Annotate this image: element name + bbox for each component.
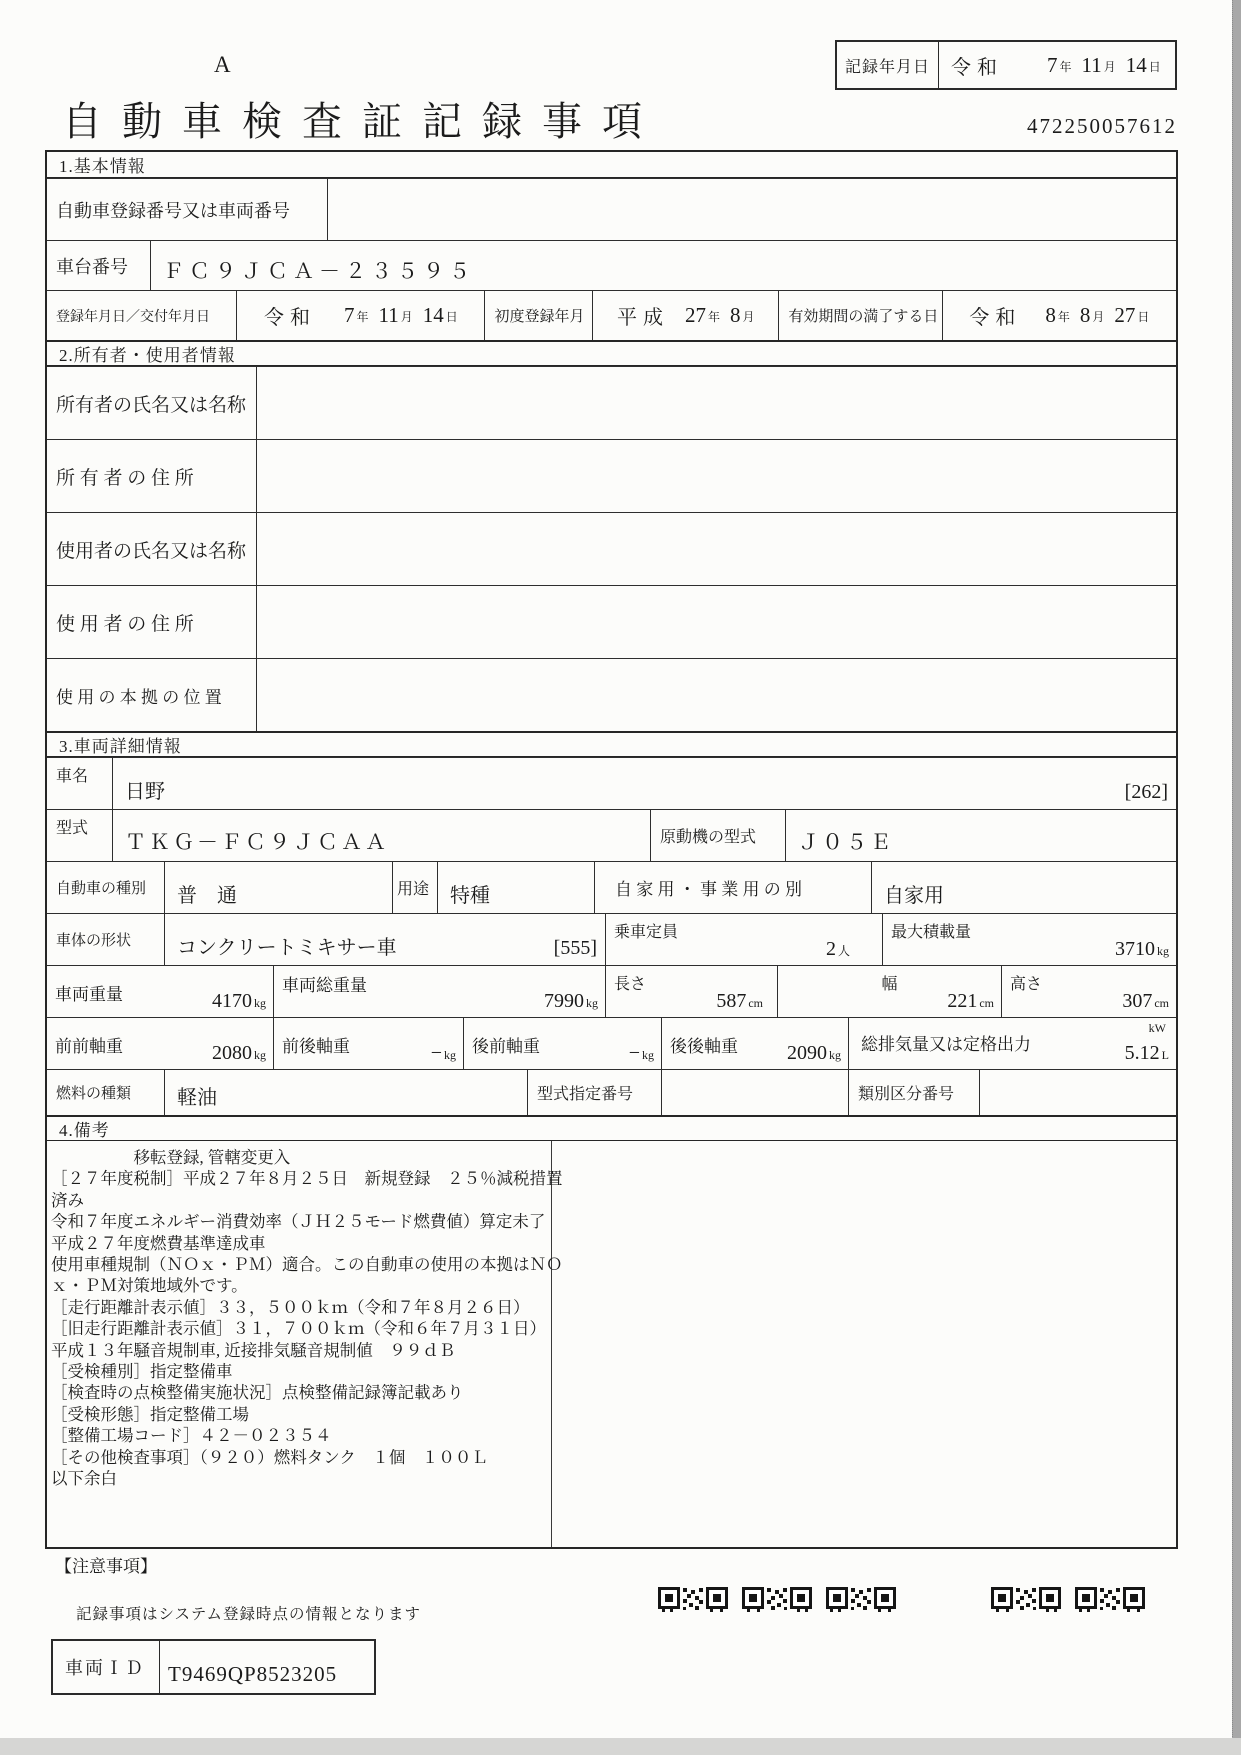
certificate-table xyxy=(45,150,1178,1549)
row-weights-dimensions xyxy=(47,965,1176,1017)
front-front-axle-value: 2080 kg xyxy=(212,1042,266,1064)
vehicle-name-label: 車名 xyxy=(47,758,113,809)
model-label: 型式 xyxy=(47,810,113,861)
max-payload-label: 最大積載量 xyxy=(891,924,972,941)
model-value: ＴＫＧ－ＦＣ９ＪＣＡＡ xyxy=(113,810,651,861)
qr-code-row xyxy=(0,1584,1241,1614)
row-owner-address xyxy=(47,439,1176,512)
rear-front-axle-cell xyxy=(464,1018,662,1069)
row-axle-weights xyxy=(47,1017,1176,1069)
remarks-line: ［２７年度税制］平成２７年８月２５日 新規登録 ２５％減税措置 xyxy=(51,1169,563,1189)
vehicle-weight-label: 車両重量 xyxy=(55,985,123,1004)
gross-weight-cell xyxy=(274,966,606,1017)
rear-rear-axle-value: 2090 kg xyxy=(787,1042,841,1064)
type-approval-value xyxy=(662,1070,849,1115)
vehicle-id-box xyxy=(51,1639,376,1695)
qr-code-group-right xyxy=(990,1584,1146,1612)
remarks-line: 以下余白 xyxy=(51,1469,117,1489)
qr-code-group-left xyxy=(657,1584,897,1612)
owner-address-value xyxy=(257,440,1176,512)
qr-code-icon xyxy=(1074,1584,1146,1612)
row-registration-number xyxy=(47,178,1176,240)
notice-text: 記録事項はシステム登録時点の情報となります xyxy=(76,1606,421,1623)
type-approval-label: 型式指定番号 xyxy=(528,1070,662,1115)
row-fuel-type xyxy=(47,1069,1176,1115)
remarks-line: 平成２７年度燃費基準達成車 xyxy=(51,1233,266,1253)
height-label: 高さ xyxy=(1010,976,1043,993)
row-vehicle-name xyxy=(47,757,1176,809)
max-payload-cell xyxy=(883,914,1176,965)
width-value: 221 cm xyxy=(947,990,994,1012)
expiry-date-value: 令和 8 年 8 月 27 日 xyxy=(969,303,1150,329)
private-business-value: 自家用 xyxy=(884,885,944,907)
private-business-label: 自 家 用 ・ 事 業 用 の 別 xyxy=(595,862,872,913)
use-label: 用途 xyxy=(393,862,438,913)
user-name-label: 使用者の氏名又は名称 xyxy=(47,513,257,585)
row-user-address xyxy=(47,585,1176,658)
front-rear-axle-label: 前後軸重 xyxy=(282,1037,350,1056)
page-corner-mark: A xyxy=(214,52,231,77)
qr-code-icon xyxy=(825,1584,897,1612)
class-number-label: 類別区分番号 xyxy=(849,1070,980,1115)
use-value: 特種 xyxy=(438,862,595,913)
seating-capacity-cell xyxy=(606,914,883,965)
vehicle-name-value xyxy=(113,758,1176,809)
length-value: 587 cm xyxy=(716,990,763,1012)
remarks-line: ［検査時の点検整備実施状況］点検整備記録簿記載あり xyxy=(51,1383,464,1403)
remarks-line: 令和７年度エネルギー消費効率（ＪＨ２５モード燃費値）算定未了 xyxy=(51,1212,546,1232)
row-body-shape xyxy=(47,913,1176,965)
seating-capacity-value: 2 人 xyxy=(825,938,850,960)
registration-date-value: 令和 7 年 11 月 14 日 xyxy=(237,291,485,340)
remarks-line: ［旧走行距離計表示値］３１，７００ｋｍ（令和６年７月３１日） xyxy=(51,1319,546,1339)
body-shape-code: [555] xyxy=(553,937,597,959)
remarks-line: 移転登録, 管轄変更入 xyxy=(51,1148,291,1167)
qr-code-icon xyxy=(657,1584,729,1612)
class-number-value xyxy=(980,1070,1176,1115)
remarks-line: ［走行距離計表示値］３３，５００ｋｍ（令和７年８月２６日） xyxy=(51,1297,530,1317)
base-location-label: 使 用 の 本 拠 の 位 置 xyxy=(47,659,257,731)
first-registration-label: 初度登録年月 xyxy=(485,291,593,340)
rear-front-axle-value: − kg xyxy=(628,1042,654,1064)
engine-model-value: Ｊ０５Ｅ xyxy=(798,830,894,854)
gross-weight-value: 7990 kg xyxy=(544,990,598,1012)
scan-edge-right xyxy=(1232,0,1241,1755)
rear-rear-axle-cell xyxy=(662,1018,849,1069)
section-remarks-header: 4.備考 xyxy=(47,1115,1176,1141)
length-cell xyxy=(606,966,778,1017)
front-front-axle-label: 前前軸重 xyxy=(55,1037,123,1056)
remarks-line: ［整備工場コード］４２－０２３５４ xyxy=(51,1426,332,1446)
document-number: 472250057612 xyxy=(1027,114,1177,138)
record-date-value: 令和 7 年 11 月 14 日 xyxy=(951,52,1161,79)
row-category-use xyxy=(47,861,1176,913)
chassis-number-value: ＦＣ９ＪＣＡ－２３５９５ xyxy=(163,259,475,283)
notice-title: 【注意事項】 xyxy=(55,1557,157,1576)
row-chassis-number xyxy=(47,240,1176,290)
seating-capacity-label: 乗車定員 xyxy=(614,924,679,941)
remarks-line: 済み xyxy=(51,1190,84,1210)
section-owner-header: 2.所有者・使用者情報 xyxy=(47,340,1176,366)
gross-weight-label: 車両総重量 xyxy=(282,976,367,995)
height-cell xyxy=(1002,966,1176,1017)
remarks-line: 平成１３年騒音規制車, 近接排気騒音規制値 ９９ｄＢ xyxy=(51,1340,456,1360)
era: 令和 xyxy=(951,56,1003,79)
rear-rear-axle-label: 後後軸重 xyxy=(670,1037,738,1056)
length-label: 長さ xyxy=(614,976,647,993)
displacement-label: 総排気量又は定格出力 xyxy=(861,1035,1031,1054)
first-registration-value: 平成 27 年 8 月 xyxy=(593,291,779,340)
page-title: 自動車検査証記録事項 xyxy=(62,99,662,144)
category-value: 普 通 xyxy=(165,862,393,913)
width-label: 幅 xyxy=(881,976,898,993)
remarks-line: 使用車種規制（ＮＯｘ・ＰＭ）適合。この自動車の使用の本拠はＮＯ xyxy=(51,1255,563,1275)
front-front-axle-cell xyxy=(47,1018,274,1069)
vehicle-id-value: T9469QP8523205 xyxy=(168,1662,338,1686)
user-address-value xyxy=(257,586,1176,658)
owner-address-label: 所 有 者 の 住 所 xyxy=(47,440,257,512)
rear-front-axle-label: 後前軸重 xyxy=(472,1037,540,1056)
remarks-box xyxy=(47,1141,1176,1547)
record-date-label: 記録年月日 xyxy=(837,42,939,88)
height-value: 307 cm xyxy=(1122,990,1169,1012)
max-payload-value: 3710 kg xyxy=(1115,938,1169,960)
expiry-date-label: 有効期間の満了する日 xyxy=(779,291,942,340)
vehicle-weight-value: 4170 kg xyxy=(212,990,266,1012)
remarks-line: ［その他検査事項］（９２０）燃料タンク １個 １００Ｌ xyxy=(51,1447,488,1467)
engine-model-label: 原動機の型式 xyxy=(651,810,786,861)
owner-name-value xyxy=(257,367,1176,439)
remarks-line: ｘ・ＰＭ対策地域外です。 xyxy=(51,1276,248,1296)
category-label: 自動車の種別 xyxy=(47,862,165,913)
user-address-label: 使 用 者 の 住 所 xyxy=(47,586,257,658)
remarks-line: ［受検種別］指定整備車 xyxy=(51,1362,233,1382)
row-user-name xyxy=(47,512,1176,585)
chassis-number-label: 車台番号 xyxy=(47,241,151,290)
qr-code-icon xyxy=(741,1584,813,1612)
row-owner-name xyxy=(47,366,1176,439)
displacement-cell xyxy=(849,1018,1176,1069)
scan-edge-bottom xyxy=(0,1738,1241,1755)
qr-code-icon xyxy=(990,1584,1062,1612)
front-rear-axle-cell xyxy=(274,1018,464,1069)
displacement-value: 5.12 L xyxy=(1124,1042,1169,1064)
user-name-value xyxy=(257,513,1176,585)
row-model xyxy=(47,809,1176,861)
vehicle-id-label: 車両ＩＤ xyxy=(53,1641,160,1693)
vehicle-weight-cell xyxy=(47,966,274,1017)
remarks-text xyxy=(47,1141,563,1547)
remarks-empty-column xyxy=(552,1141,1176,1547)
fuel-type-value: 軽油 xyxy=(165,1070,528,1115)
remarks-line: ［受検形態］指定整備工場 xyxy=(51,1404,249,1424)
registration-number-value xyxy=(328,179,1176,240)
body-shape-value: コンクリートミキサー車 [555] xyxy=(165,914,606,965)
make-name: 日野 xyxy=(125,781,165,803)
section-vehicle-header: 3.車両詳細情報 xyxy=(47,731,1176,757)
make-code: [262] xyxy=(1124,781,1168,803)
displacement-unit-top: kW xyxy=(1148,1021,1166,1035)
registration-number-label: 自動車登録番号又は車両番号 xyxy=(47,179,328,240)
fuel-type-label: 燃料の種類 xyxy=(47,1070,165,1115)
section-basic-header: 1.基本情報 xyxy=(47,152,1176,178)
base-location-value xyxy=(257,659,1176,731)
row-base-location xyxy=(47,658,1176,731)
width-cell xyxy=(778,966,1002,1017)
front-rear-axle-value: − kg xyxy=(430,1042,456,1064)
registration-date-label: 登録年月日／交付年月日 xyxy=(47,291,237,340)
owner-name-label: 所有者の氏名又は名称 xyxy=(47,367,257,439)
record-date-box xyxy=(835,40,1177,90)
row-dates xyxy=(47,290,1176,340)
body-shape-label: 車体の形状 xyxy=(47,914,165,965)
